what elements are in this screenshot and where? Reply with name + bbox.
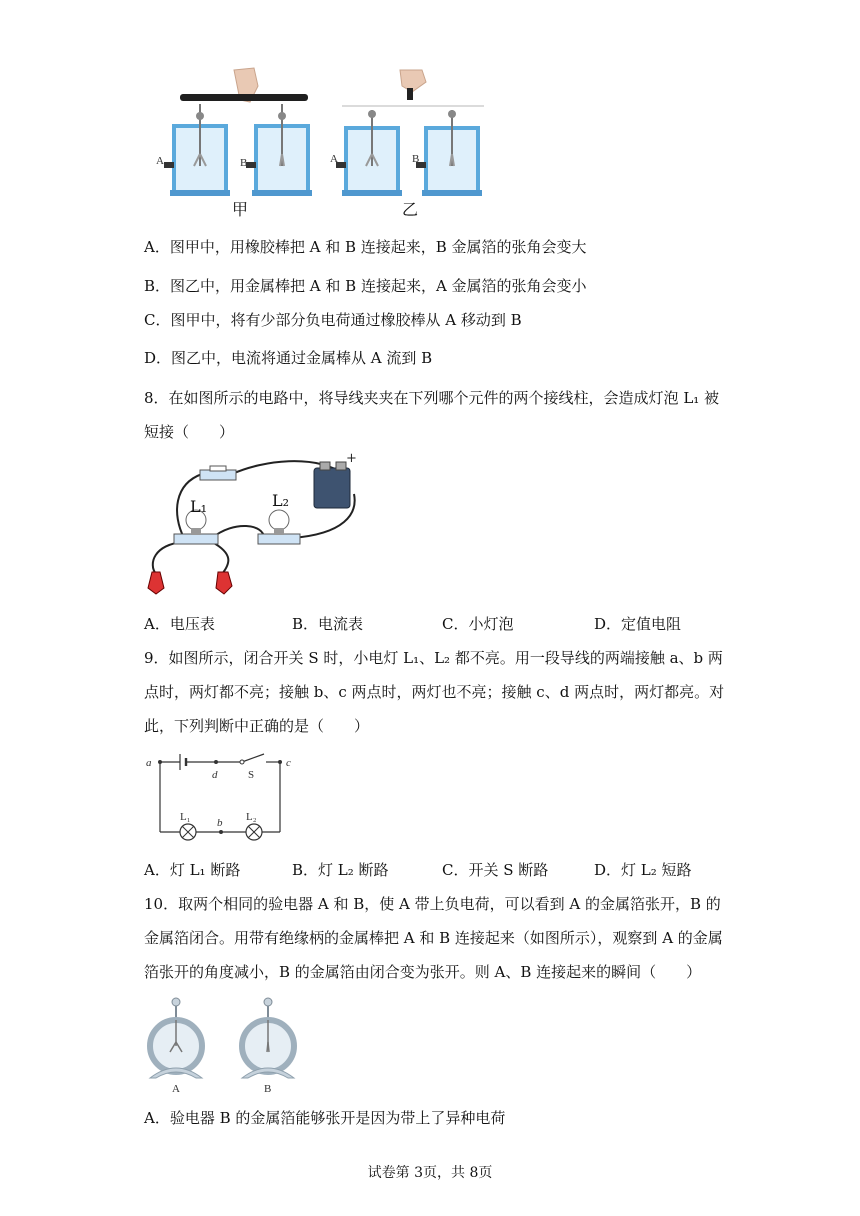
- q9-option-d: D．灯 L₂ 短路: [594, 861, 692, 879]
- electroscope-a-icon: [150, 998, 202, 1078]
- label-b: B: [264, 1083, 272, 1095]
- clip-right-icon: [216, 572, 232, 594]
- node-a: a: [146, 757, 152, 769]
- q9-option-c: C．开关 S 断路: [442, 861, 549, 879]
- figure-q9-circuit: [144, 750, 304, 840]
- q7-option-c: C．图甲中，将有少部分负电荷通过橡胶棒从 A 移动到 B: [144, 311, 522, 329]
- caption-yi: 乙: [402, 200, 419, 219]
- node-b: b: [217, 817, 223, 829]
- figure-q8-circuit: [144, 451, 374, 604]
- q10-stem-line1: 10．取两个相同的验电器 A 和 B，使 A 带上负电荷，可以看到 A 的金属箔张开，B 的: [144, 895, 721, 913]
- rubber-rod: [180, 94, 308, 101]
- battery-icon: [314, 468, 350, 508]
- node-d: d: [212, 769, 218, 781]
- electroscope-yi-b: [416, 110, 482, 196]
- label-a: A: [172, 1083, 180, 1095]
- electroscope-jia-a: [164, 104, 230, 196]
- q8-stem-line2: 短接（ ）: [144, 423, 235, 441]
- lamp-l1-symbol: [180, 824, 196, 840]
- caption-jia: 甲: [232, 200, 249, 219]
- label-l2: L₂: [246, 811, 257, 823]
- q9-option-b: B．灯 L₂ 断路: [292, 861, 389, 879]
- q9-stem-line2: 点时，两灯都不亮；接触 b、c 两点时，两灯也不亮；接触 c、d 两点时，两灯都亮。对: [144, 683, 725, 701]
- q10-option-a: A．验电器 B 的金属箔能够张开是因为带上了异种电荷: [144, 1109, 506, 1127]
- electroscope-yi-a: [336, 110, 402, 196]
- label-l1: L₁: [180, 811, 191, 823]
- page-footer: 试卷第 3页，共 8页: [367, 1165, 493, 1181]
- label-l2: L₂: [272, 491, 290, 510]
- clip-left-icon: [148, 572, 164, 594]
- figure-electroscopes-jia-yi: [150, 66, 490, 226]
- figure-q10-electroscopes: [144, 996, 304, 1096]
- q10-stem-line3: 箔张开的角度减小，B 的金属箔由闭合变为张开。则 A、B 连接起来的瞬间（ ）: [144, 963, 702, 981]
- q8-option-d: D．定值电阻: [594, 615, 682, 633]
- q9-stem-line1: 9．如图所示，闭合开关 S 时，小电灯 L₁、L₂ 都不亮。用一段导线的两端接触 a、b 两: [144, 649, 723, 667]
- q8-option-c: C．小灯泡: [442, 615, 514, 633]
- q7-option-a: A．图甲中，用橡胶棒把 A 和 B 连接起来，B 金属箔的张角会变大: [144, 238, 587, 256]
- q10-stem-line2: 金属箔闭合。用带有绝缘柄的金属棒把 A 和 B 连接起来（如图所示），观察到 A 的金属: [144, 929, 723, 947]
- battery-plus: +: [346, 451, 357, 466]
- lamp-l2-symbol: [246, 824, 262, 840]
- q8-stem-line1: 8．在如图所示的电路中，将导线夹夹在下列哪个元件的两个接线柱，会造成灯泡 L₁ 被: [144, 389, 720, 407]
- q7-option-b: B．图乙中，用金属棒把 A 和 B 连接起来，A 金属箔的张角会变小: [144, 277, 587, 295]
- label-b-jia: B: [240, 157, 248, 169]
- label-l1: L₁: [190, 497, 208, 516]
- q8-option-a: A．电压表: [144, 615, 215, 633]
- label-s: S: [248, 769, 255, 781]
- label-a-yi: A: [330, 153, 338, 165]
- q9-stem-line3: 此，下列判断中正确的是（ ）: [144, 717, 370, 735]
- q7-option-d: D．图乙中，电流将通过金属棒从 A 流到 B: [144, 349, 433, 367]
- bulb-l2-icon: [258, 510, 300, 544]
- label-b-yi: B: [412, 153, 420, 165]
- switch-symbol: [242, 754, 264, 762]
- electroscope-b-icon: [242, 998, 294, 1078]
- label-a-jia: A: [156, 155, 164, 167]
- electroscope-jia-b: [246, 104, 312, 196]
- node-c: c: [286, 757, 291, 769]
- q9-option-a: A．灯 L₁ 断路: [144, 861, 241, 879]
- q8-option-b: B．电流表: [292, 615, 364, 633]
